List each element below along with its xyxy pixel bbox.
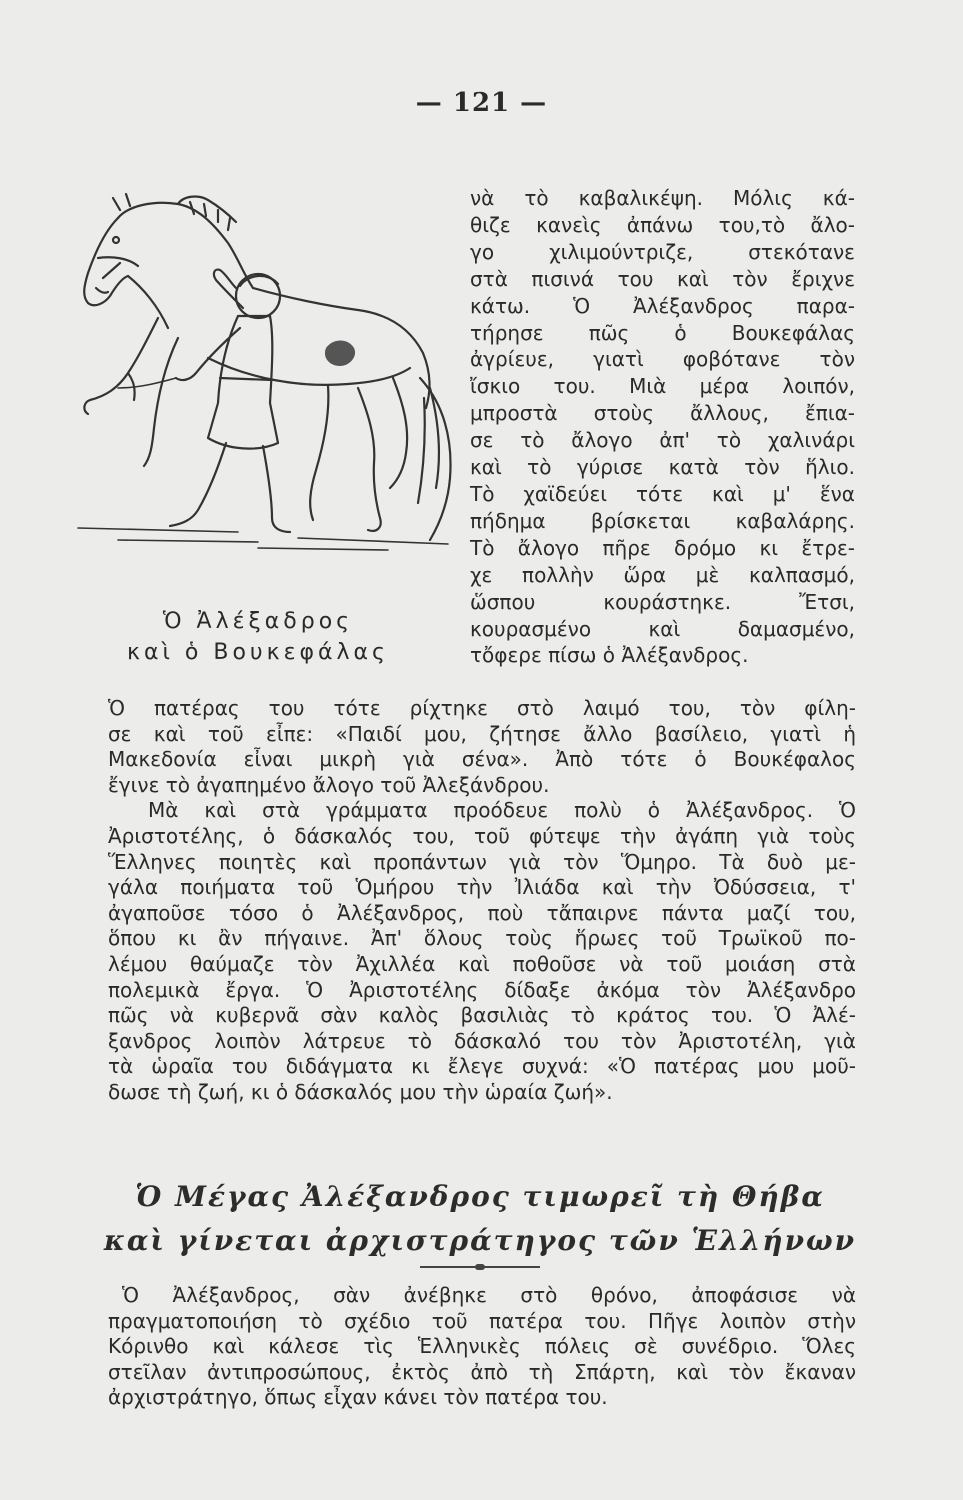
side-column-text bbox=[470, 185, 855, 669]
text-line: πολεμικὰ ἔργα. Ὁ Ἀριστοτέλης δίδαξε ἀκόμα τὸν Ἀλέξανδρο bbox=[108, 977, 856, 1002]
text-line: γάλα ποιήματα τοῦ Ὁμήρου τὴν Ἰλιάδα καὶ τὴν Ὀδύσσεια, τ' bbox=[108, 875, 856, 900]
text-line: ἔγινε τὸ ἀγαπημένο ἄλογο τοῦ Ἀλεξάνδρου. bbox=[108, 772, 550, 797]
text-line: σε καὶ τοῦ εἶπε: «Παιδί μου, ζήτησε ἄλλο βασίλειο, γιατὶ ἡ bbox=[108, 721, 856, 746]
text-line: καὶ τὸ γύρισε κατὰ τὸν ἥλιο. bbox=[470, 455, 855, 480]
text-line: Ἕλληνες ποιητὲς καὶ προπάντων γιὰ τὸν Ὅμηρο. Τὰ δυὸ με- bbox=[108, 849, 856, 874]
section-heading bbox=[100, 1175, 860, 1263]
illustration-caption bbox=[108, 606, 408, 668]
main-text-block bbox=[108, 696, 856, 1106]
text-line: Τὸ χαϊδεύει τότε καὶ μ' ἕνα bbox=[470, 481, 855, 506]
text-line: λέμου θαύμαζε τὸν Ἀχιλλέα καὶ ποθοῦσε νὰ τοῦ μοιάση στὰ bbox=[108, 951, 856, 976]
text-line: θιζε κανεὶς ἀπάνω του,τὸ ἄλο- bbox=[470, 212, 855, 237]
text-line: ἀγρίευε, γιατὶ φοβότανε τὸν bbox=[470, 347, 855, 372]
text-line: ἀρχιστράτηγο, ὅπως εἶχαν κάνει τὸν πατέρα του. bbox=[108, 1385, 608, 1410]
text-line: πήδημα βρίσκεται καβαλάρης. bbox=[470, 508, 855, 533]
text-line: πῶς νὰ κυβερνᾶ σὰν καλὸς βασιλιὰς τὸ κράτος του. Ὁ Ἀλέ- bbox=[108, 1003, 856, 1028]
caption-line: καὶ ὁ Βουκεφάλας bbox=[127, 640, 389, 665]
caption-line: Ὁ Ἀλέξαδρος bbox=[162, 609, 354, 634]
text-line: χε πολλὴν ὥρα μὲ καλπασμό, bbox=[470, 562, 855, 587]
text-line: ἴσκιο του. Μιὰ μέρα λοιπόν, bbox=[470, 374, 855, 399]
text-line: κουρασμένο καὶ δαμασμένο, bbox=[470, 616, 855, 641]
text-line: τὰ ὡραῖα του διδάγματα κι ἔλεγε συχνά: «Ὁ πατέρας μου μοῦ- bbox=[108, 1054, 856, 1079]
heading-line: καὶ γίνεται ἀρχιστράτηγος τῶν Ἑλλήνων bbox=[103, 1224, 857, 1257]
text-line: Κόρινθο καὶ κάλεσε τὶς Ἑλληνικὲς πόλεις σὲ συνέδριο. Ὅλες bbox=[108, 1334, 856, 1359]
text-line: δωσε τὴ ζωή, κι ὁ δάσκαλός μου τὴν ὡραία ζωή». bbox=[108, 1079, 613, 1104]
text-line: Ἀριστοτέλης, ὁ δάσκαλός του, τοῦ φύτεψε τὴν ἀγάπη γιὰ τοὺς bbox=[108, 823, 856, 848]
text-line: σε τὸ ἄλογο ἀπ' τὸ χαλινάρι bbox=[470, 428, 855, 453]
text-line: Μακεδονία εἶναι μικρὴ γιὰ σένα». Ἀπὸ τότε ὁ Βουκέφαλος bbox=[108, 747, 856, 772]
text-line: Ὁ Ἀλέξανδρος, σὰν ἀνέβηκε στὸ θρόνο, ἀποφάσισε νὰ bbox=[122, 1283, 856, 1307]
text-line: μπροστὰ στοὺς ἄλλους, ἔπια- bbox=[470, 401, 855, 426]
text-line: γο χιλιμούντριζε, στεκότανε bbox=[470, 239, 855, 264]
text-line: Ὁ πατέρας του τότε ρίχτηκε στὸ λαιμό του, τὸν φίλη- bbox=[108, 696, 856, 720]
text-line: τήρησε πῶς ὁ Βουκεφάλας bbox=[470, 320, 855, 345]
text-line: ὥσπου κουράστηκε. Ἔτσι, bbox=[470, 589, 855, 614]
text-line: Τὸ ἄλογο πῆρε δρόμο κι ἔτρε- bbox=[470, 535, 855, 560]
text-line: στὰ πισινά του καὶ τὸν ἔριχνε bbox=[470, 266, 855, 291]
heading-line: Ὁ Μέγας Ἀλέξανδρος τιμωρεῖ τὴ Θήβα bbox=[135, 1180, 825, 1213]
section-divider bbox=[420, 1266, 540, 1268]
section-body-text bbox=[108, 1283, 856, 1411]
text-line: νὰ τὸ καβαλικέψη. Μόλις κά- bbox=[470, 186, 855, 210]
text-line: Μὰ καὶ στὰ γράμματα προόδευε πολὺ ὁ Ἀλέξανδρος. Ὁ bbox=[148, 798, 856, 823]
text-line: ξανδρος λοιπὸν λάτρευε τὸ δάσκαλό του τὸν Ἀριστοτέλη, γιὰ bbox=[108, 1028, 856, 1053]
text-line: τὄφερε πίσω ὁ Ἀλέξανδρος. bbox=[470, 643, 749, 668]
text-line: στεῖλαν ἀντιπροσώπους, ἐκτὸς ἀπὸ τὴ Σπάρτη, καὶ τὸν ἔκαναν bbox=[108, 1359, 856, 1384]
text-line: πραγματοποιήση τὸ σχέδιο τοῦ πατέρα του. Πῆγε λοιπὸν στὴν bbox=[108, 1308, 856, 1333]
page-number: — 121 — bbox=[415, 88, 548, 118]
text-line: κάτω. Ὁ Ἀλέξανδρος παρα- bbox=[470, 293, 855, 318]
horse-and-boy-illustration bbox=[58, 188, 468, 608]
text-line: ὅπου κι ἂν πήγαινε. Ἀπ' ὅλους τοὺς ἥρωες τοῦ Τρωϊκοῦ πο- bbox=[108, 926, 856, 951]
text-line: ἀγαποῦσε τόσο ὁ Ἀλέξανδρος, ποὺ τἄπαιρνε πάντα μαζί του, bbox=[108, 900, 856, 925]
